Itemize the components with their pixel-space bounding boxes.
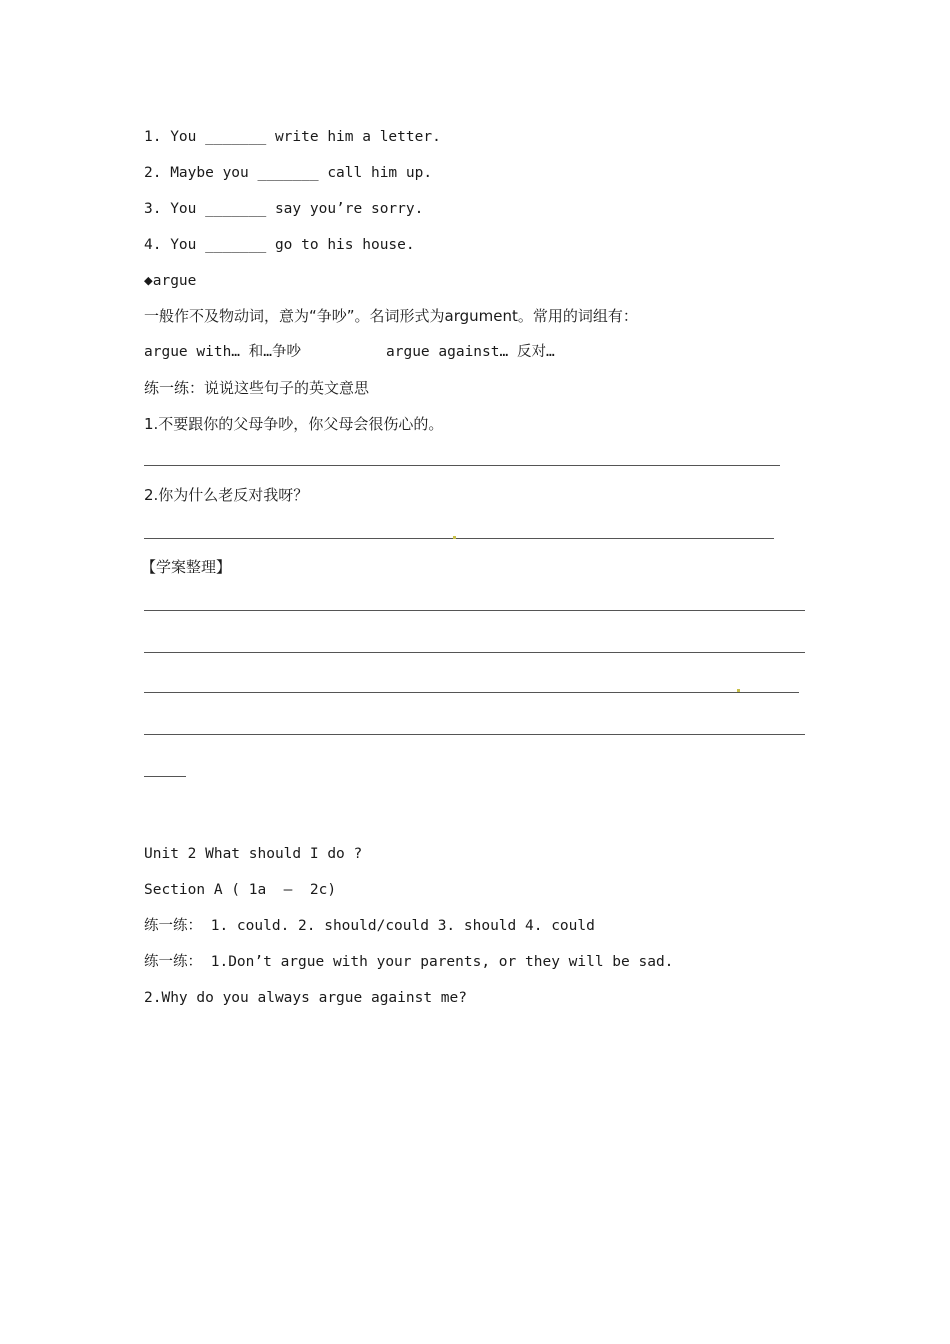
summary-line-2 (144, 652, 805, 653)
answer-key-1: 练一练： 1. could. 2. should/could 3. should 4. could (144, 918, 595, 934)
practice-title: 练一练：说说这些句子的英文意思 (144, 379, 370, 397)
answer-unit-title: Unit 2 What should I do ? (144, 846, 363, 862)
summary-line-3 (144, 692, 799, 693)
argue-heading: ◆argue (144, 273, 197, 289)
summary-line-4 (144, 734, 805, 735)
answer-key-3: 2.Why do you always argue against me? (144, 990, 468, 1006)
argue-phrase-with: argue with… 和…争吵 (144, 344, 301, 360)
stray-mark (453, 536, 456, 539)
answer-section-title: Section A ( 1a – 2c) (144, 882, 337, 898)
argue-explanation: 一般作不及物动词，意为“争吵”。名词形式为argument。常用的词组有： (144, 307, 638, 325)
answer-key-2: 练一练： 1.Don’t argue with your parents, or they will be sad. (144, 954, 674, 970)
answer-blank-line-1 (144, 465, 780, 466)
translation-question-2: 2.你为什么老反对我呀？ (144, 486, 309, 504)
fill-exercise-3: 3. You _______ say you’re sorry. (144, 201, 424, 217)
translation-question-1: 1.不要跟你的父母争吵，你父母会很伤心的。 (144, 415, 444, 433)
stray-mark (737, 689, 740, 692)
summary-line-1 (144, 610, 805, 611)
fill-exercise-1: 1. You _______ write him a letter. (144, 129, 441, 145)
answer-blank-line-2 (144, 538, 774, 539)
argue-phrase-against: argue against… 反对… (386, 344, 555, 360)
summary-heading: 【学案整理】 (141, 558, 232, 576)
fill-exercise-2: 2. Maybe you _______ call him up. (144, 165, 433, 181)
fill-exercise-4: 4. You _______ go to his house. (144, 237, 415, 253)
summary-line-5 (144, 776, 186, 777)
